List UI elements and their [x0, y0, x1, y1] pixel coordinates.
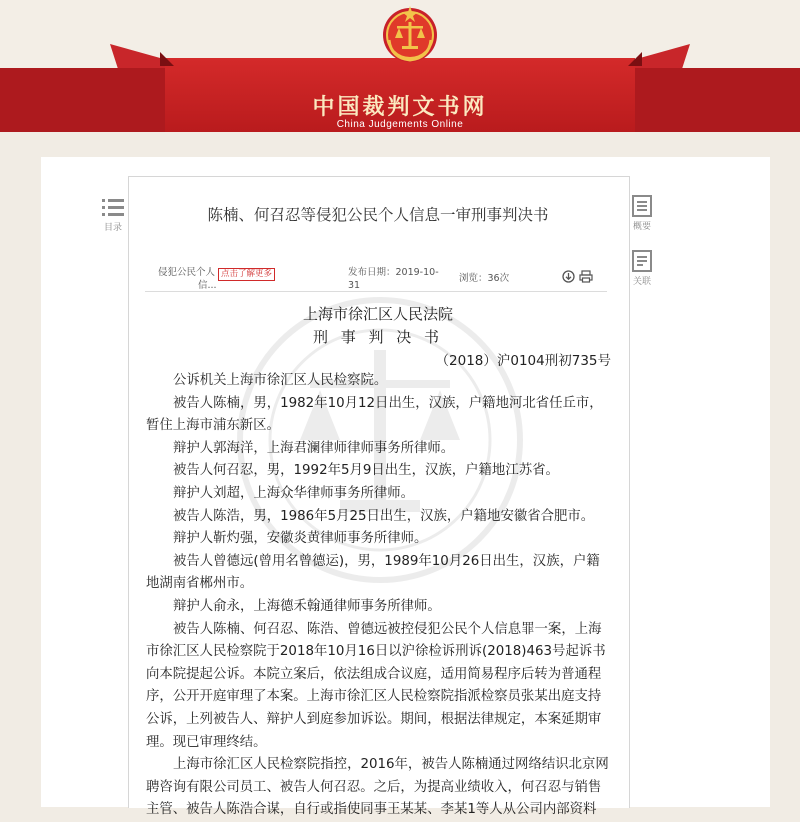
site-subtitle: China Judgements Online: [336, 119, 464, 130]
case-number: （2018）沪0104刑初735号: [435, 353, 611, 369]
paragraph: 上海市徐汇区人民检察院指控，2016年，被告人陈楠通过网络结识北京网聘咨询有限公司员工、被告人何召忍。之后，为提高业绩收入，何召忍与销售主管、被告人陈浩合谋，自行或指使同事王某某、李某1等人从公司内部资料: [146, 757, 609, 818]
paragraph: 辩护人靳灼强，安徽炎黄律师事务所律师。: [173, 531, 428, 547]
publish-date: [348, 266, 439, 292]
paragraph: 辩护人郭海洋，上海君澜律师律师事务所律师。: [173, 440, 455, 456]
paragraph: 公诉机关上海市徐汇区人民检察院。: [173, 373, 388, 388]
document-icon: [632, 195, 652, 217]
publish-date-line1: 发布日期：2019-10-: [348, 267, 439, 278]
document-type: 刑 事 判 决 书: [312, 328, 444, 346]
paragraph: 被告人陈楠、何召忍、陈浩、曾德远被控侵犯公民个人信息罪一案，上海市徐汇区人民检察院于2018年10月16日以沪徐检诉刑诉(2018)463号起诉书向本院提起公诉。本院立案后，依法组成合议庭，适用简易程序后转为普通程序，公开开庭审理了本案。上海市徐汇区人民检察院指派检察员张某出庭支持公诉，上列被告人、辩护人到庭参加诉讼。期间，根据法律规定，本案延期审理。现已审理终结。: [146, 621, 606, 750]
view-count: 浏览：36次: [459, 273, 510, 284]
related-button[interactable]: [632, 250, 652, 287]
paragraph: 被告人陈浩，男，1986年5月25日出生，汉族，户籍地安徽省合肥市。: [173, 508, 595, 524]
court-name: 上海市徐汇区人民法院: [302, 305, 453, 323]
download-icon[interactable]: [562, 270, 575, 283]
related-label: 关联: [632, 277, 651, 287]
paragraph: 辩护人俞永，上海德禾翰通律师事务所律师。: [173, 598, 441, 614]
toc-button[interactable]: [102, 198, 124, 233]
paragraph: 被告人曾德远(曾用名曾德运)，男，1989年10月26日出生，汉族，户籍地湖南省郴州市。: [146, 553, 600, 592]
paragraph: 被告人何召忍，男，1992年5月9日出生，汉族，户籍地江苏省。: [173, 463, 559, 479]
toc-label: 目录: [103, 223, 122, 233]
site-header: [0, 0, 800, 132]
print-icon[interactable]: [579, 270, 593, 283]
overview-label: 概要: [632, 222, 651, 232]
paragraph: 被告人陈楠，男，1982年10月12日出生，汉族，户籍地河北省任丘市，暂住上海市浦东新区。: [146, 395, 603, 434]
paragraph: 辩护人刘超，上海众华律师事务所律师。: [173, 485, 415, 501]
document-body: [146, 370, 612, 822]
site-title: 中国裁判文书网: [312, 95, 488, 120]
court-emblem-icon: [381, 2, 439, 64]
case-cause-line2: 信...: [198, 280, 217, 291]
publish-date-line2: 31: [348, 280, 361, 291]
more-info-button[interactable]: 点击了解更多: [218, 268, 275, 281]
document-title: 陈楠、何召忍等侵犯公民个人信息一审刑事判决书: [207, 206, 549, 224]
list-icon: [102, 198, 124, 218]
case-cause: [158, 266, 217, 292]
link-document-icon: [632, 250, 652, 272]
overview-button[interactable]: [632, 195, 652, 232]
case-cause-line1: 侵犯公民个人: [158, 267, 216, 278]
meta-divider: [145, 291, 607, 292]
